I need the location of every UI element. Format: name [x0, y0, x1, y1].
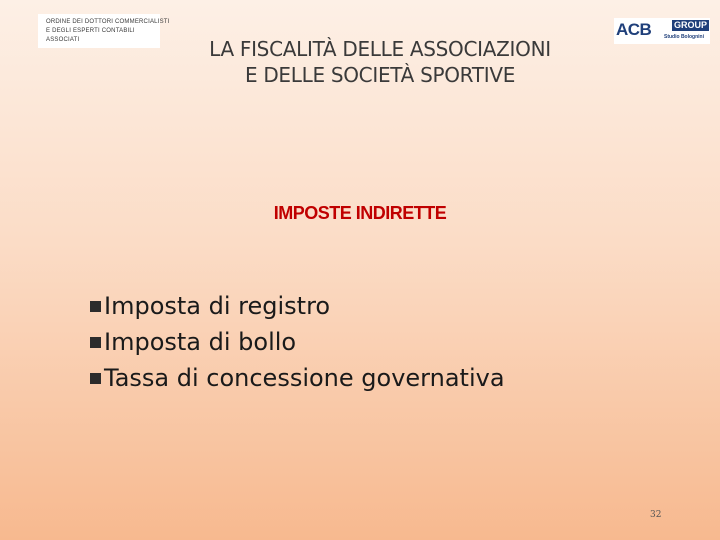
bullet-item	[90, 360, 505, 396]
slide-title-line-2: E DELLE SOCIETÀ SPORTIVE	[244, 63, 516, 87]
bullet-text: Imposta di bollo	[104, 328, 297, 356]
square-bullet-icon	[90, 373, 101, 384]
slide-title-line-1: LA FISCALITÀ DELLE ASSOCIAZIONI	[209, 37, 551, 61]
left-logo-line-2: E DEGLI ESPERTI CONTABILI	[46, 27, 135, 34]
right-logo-brand: ACB	[616, 20, 652, 39]
bullet-item	[90, 288, 505, 324]
square-bullet-icon	[90, 301, 101, 312]
bullet-list	[90, 288, 505, 396]
left-logo-line-3: ASSOCIATI	[46, 36, 80, 43]
bullet-text: Tassa di concessione governativa	[104, 364, 505, 392]
bullet-text: Imposta di registro	[104, 292, 331, 320]
bullet-item	[90, 324, 505, 360]
page-number: 32	[650, 510, 662, 520]
right-logo-group: GROUP	[674, 20, 708, 30]
square-bullet-icon	[90, 337, 101, 348]
left-logo	[38, 14, 170, 48]
slide-subtitle: IMPOSTE INDIRETTE	[273, 203, 447, 223]
right-logo	[614, 18, 710, 44]
right-logo-studio: Studio Bolognini	[664, 34, 704, 40]
slide-title	[150, 36, 610, 88]
left-logo-line-1: ORDINE DEI DOTTORI COMMERCIALISTI	[46, 18, 170, 25]
